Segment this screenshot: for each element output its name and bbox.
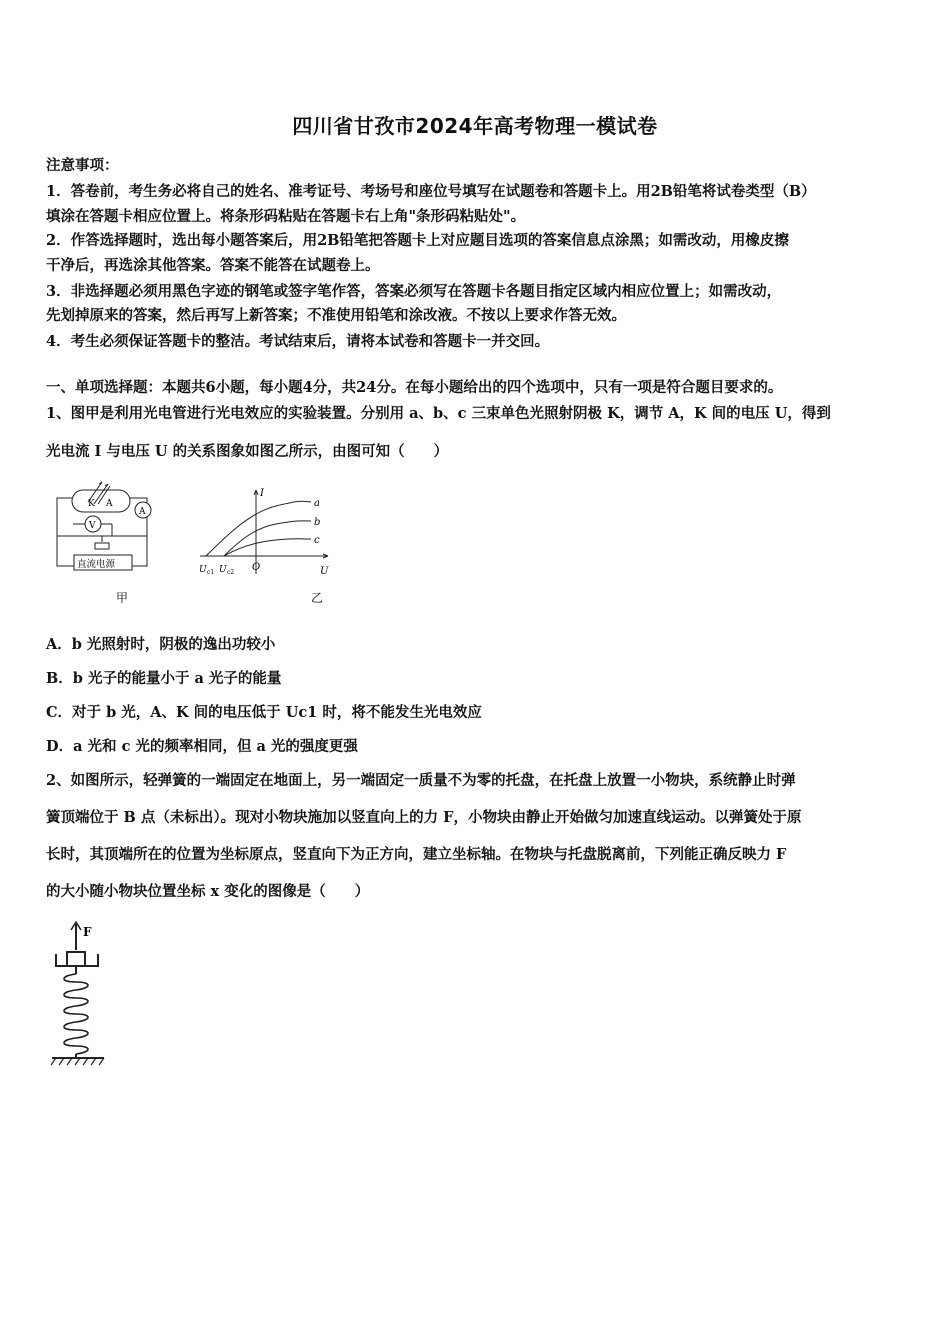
q2-stem-line: 簧顶端位于 B 点（未标出）。现对小物块施加以竖直向上的力 F，小物块由静止开始做匀加速直线运动。以弹簧处于原 — [46, 809, 802, 826]
notice-line: 填涂在答题卡相应位置上。将条形码粘贴在答题卡右上角"条形码粘贴处"。 — [46, 208, 526, 225]
uc1-subscript: c1 — [207, 569, 215, 576]
q1-option-b: B．b 光子的能量小于 a 光子的能量 — [46, 670, 282, 687]
notice-heading: 注意事项： — [46, 157, 119, 174]
circuit-diagram — [50, 476, 160, 576]
q1-option-d: D．a 光和 c 光的频率相同，但 a 光的强度更强 — [46, 738, 358, 755]
tube-a-label: A — [106, 499, 113, 509]
uc1-label: U — [199, 565, 207, 575]
q2-stem-line: 长时，其顶端所在的位置为坐标原点，竖直向下为正方向，建立坐标轴。在物块与托盘脱离前，下列能正确反映力 F — [46, 846, 787, 863]
uc2-subscript: c2 — [227, 569, 235, 576]
figure-caption-yi: 乙 — [311, 591, 324, 605]
curve-b-label: b — [314, 517, 321, 528]
x-axis-label: U — [320, 566, 329, 577]
q1-stem-line: 1、图甲是利用光电管进行光电效应的实验装置。分别用 a、b、c 三束单色光照射阴极 K，调节 A，K 间的电压 U，得到 — [46, 405, 831, 422]
q2-stem-line: 的大小随小物块位置坐标 x 变化的图像是（ ） — [46, 883, 370, 900]
force-label: F — [83, 925, 92, 939]
ammeter-label: A — [139, 507, 146, 517]
curve-c-label: c — [314, 535, 320, 546]
uc2-label: U — [219, 565, 227, 575]
spring-diagram — [46, 918, 110, 1070]
notice-line: 1．答卷前，考生务必将自己的姓名、准考证号、考场号和座位号填写在试题卷和答题卡上。用2B铅笔将试卷类型（B） — [46, 183, 816, 200]
curve-c — [224, 539, 311, 556]
curve-a-label: a — [314, 498, 320, 509]
figure-caption-jia: 甲 — [116, 591, 129, 605]
y-axis-label: I — [260, 488, 264, 499]
notice-line: 2．作答选择题时，选出每小题答案后，用2B铅笔把答题卡上对应题目选项的答案信息点涂黑；如需改动，用橡皮擦 — [46, 232, 789, 249]
section-heading: 一、单项选择题：本题共6小题，每小题4分，共24分。在每小题给出的四个选项中，只有一项是符合题目要求的。 — [46, 379, 783, 396]
page-title: 四川省甘孜市2024年高考物理一模试卷 — [292, 114, 658, 138]
q1-stem-line: 光电流 I 与电压 U 的关系图象如图乙所示，由图可知（ ） — [46, 443, 449, 460]
iu-graph — [196, 484, 336, 580]
notice-line: 3．非选择题必须用黑色字迹的钢笔或签字笔作答，答案必须写在答题卡各题目指定区域内相应位置上；如需改动， — [46, 283, 782, 300]
q1-option-c: C．对于 b 光，A、K 间的电压低于 Uc1 时，将不能发生光电效应 — [46, 704, 482, 721]
q1-option-a: A．b 光照射时，阴极的逸出功较小 — [46, 636, 276, 653]
notice-line: 干净后，再选涂其他答案。答案不能答在试题卷上。 — [46, 257, 380, 274]
tube-k-label: K — [88, 499, 95, 509]
dc-source-label: 直流电源 — [77, 559, 116, 570]
notice-line: 先划掉原来的答案，然后再写上新答案；不准使用铅笔和涂改液。不按以上要求作答无效。 — [46, 307, 626, 324]
notice-line: 4．考生必须保证答题卡的整洁。考试结束后，请将本试卷和答题卡一并交回。 — [46, 333, 550, 350]
origin-label: O — [252, 562, 261, 573]
curve-a — [206, 501, 311, 556]
q2-stem-line: 2、如图所示，轻弹簧的一端固定在地面上，另一端固定一质量不为零的托盘，在托盘上放置一小物块，系统静止时弹 — [46, 772, 796, 789]
voltmeter-label: V — [89, 521, 96, 531]
